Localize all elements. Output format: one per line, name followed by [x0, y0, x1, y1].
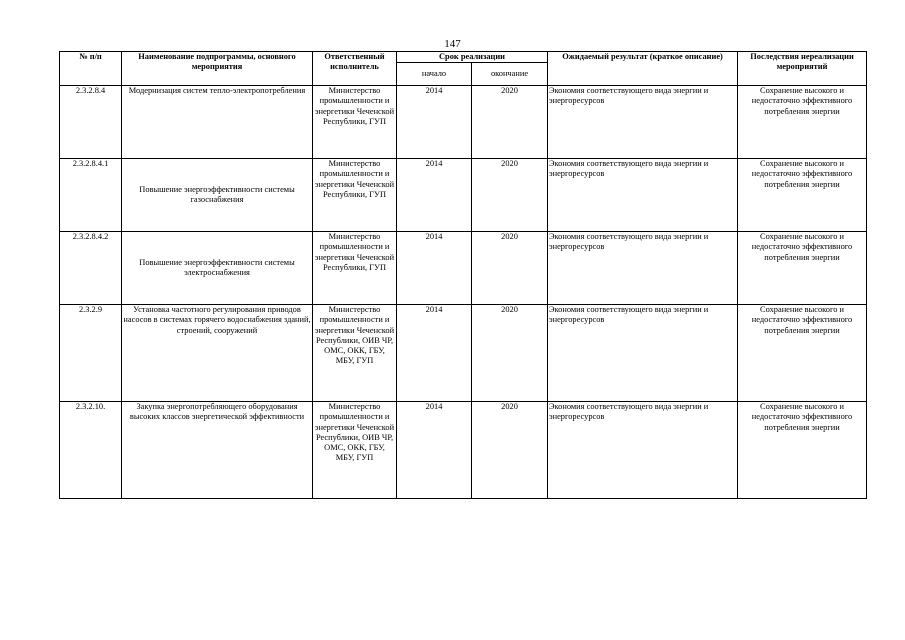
header-period: Срок реализации	[397, 52, 548, 63]
cell-consequences: Сохранение высокого и недостаточно эффективного потребления энергии	[738, 232, 867, 305]
cell-num: 2.3.2.8.4	[60, 86, 122, 159]
cell-end: 2020	[472, 232, 548, 305]
cell-num: 2.3.2.8.4.1	[60, 159, 122, 232]
cell-num: 2.3.2.8.4.2	[60, 232, 122, 305]
cell-name: Установка частотного регулирования приводов насосов в системах горячего водоснабжения зданий, строений, сооружений	[122, 305, 313, 402]
cell-name: Повышение энергоэффективности системы электроснабжения	[122, 232, 313, 305]
cell-consequences: Сохранение высокого и недостаточно эффективного потребления энергии	[738, 86, 867, 159]
cell-consequences: Сохранение высокого и недостаточно эффективного потребления энергии	[738, 305, 867, 402]
cell-result: Экономия соответствующего вида энергии и энергоресурсов	[548, 402, 738, 499]
cell-end: 2020	[472, 86, 548, 159]
table-row	[60, 86, 867, 159]
cell-result: Экономия соответствующего вида энергии и энергоресурсов	[548, 159, 738, 232]
table-row	[60, 305, 867, 402]
header-end: окончание	[472, 63, 548, 86]
cell-start: 2014	[397, 159, 472, 232]
header-responsible: Ответственный исполнитель	[313, 52, 397, 86]
page-number: 147	[444, 38, 461, 50]
cell-end: 2020	[472, 402, 548, 499]
cell-start: 2014	[397, 86, 472, 159]
cell-consequences: Сохранение высокого и недостаточно эффективного потребления энергии	[738, 402, 867, 499]
header-consequences: Последствия нереализации мероприятий	[738, 52, 867, 86]
table-row	[60, 402, 867, 499]
cell-result: Экономия соответствующего вида энергии и энергоресурсов	[548, 232, 738, 305]
cell-name: Модернизация систем тепло-электропотребления	[122, 86, 313, 159]
cell-consequences: Сохранение высокого и недостаточно эффективного потребления энергии	[738, 159, 867, 232]
cell-result: Экономия соответствующего вида энергии и энергоресурсов	[548, 86, 738, 159]
table-row	[60, 232, 867, 305]
cell-start: 2014	[397, 305, 472, 402]
cell-num: 2.3.2.9	[60, 305, 122, 402]
header-row	[60, 52, 867, 63]
cell-end: 2020	[472, 159, 548, 232]
cell-name: Повышение энергоэффективности системы газоснабжения	[122, 159, 313, 232]
cell-num: 2.3.2.10.	[60, 402, 122, 499]
header-num: № п/п	[60, 52, 122, 86]
table-row	[60, 159, 867, 232]
cell-start: 2014	[397, 402, 472, 499]
cell-end: 2020	[472, 305, 548, 402]
cell-responsible: Министерство промышленности и энергетики Чеченской Республики, ОИВ ЧР, ОМС, ОКК, ГБУ, МБУ, ГУП	[313, 402, 397, 499]
program-table	[59, 51, 867, 499]
cell-start: 2014	[397, 232, 472, 305]
header-result: Ожидаемый результат (краткое описание)	[548, 52, 738, 86]
cell-name: Закупка энергопотребляющего оборудования высоких классов энергетической эффективности	[122, 402, 313, 499]
cell-responsible: Министерство промышленности и энергетики Чеченской Республики, ГУП	[313, 159, 397, 232]
header-name: Наименование подпрограммы, основного мероприятия	[122, 52, 313, 86]
cell-result: Экономия соответствующего вида энергии и энергоресурсов	[548, 305, 738, 402]
cell-responsible: Министерство промышленности и энергетики Чеченской Республики, ГУП	[313, 232, 397, 305]
cell-responsible: Министерство промышленности и энергетики Чеченской Республики, ГУП	[313, 86, 397, 159]
cell-responsible: Министерство промышленности и энергетики Чеченской Республики, ОИВ ЧР, ОМС, ОКК, ГБУ, МБУ, ГУП	[313, 305, 397, 402]
header-start: начало	[397, 63, 472, 86]
